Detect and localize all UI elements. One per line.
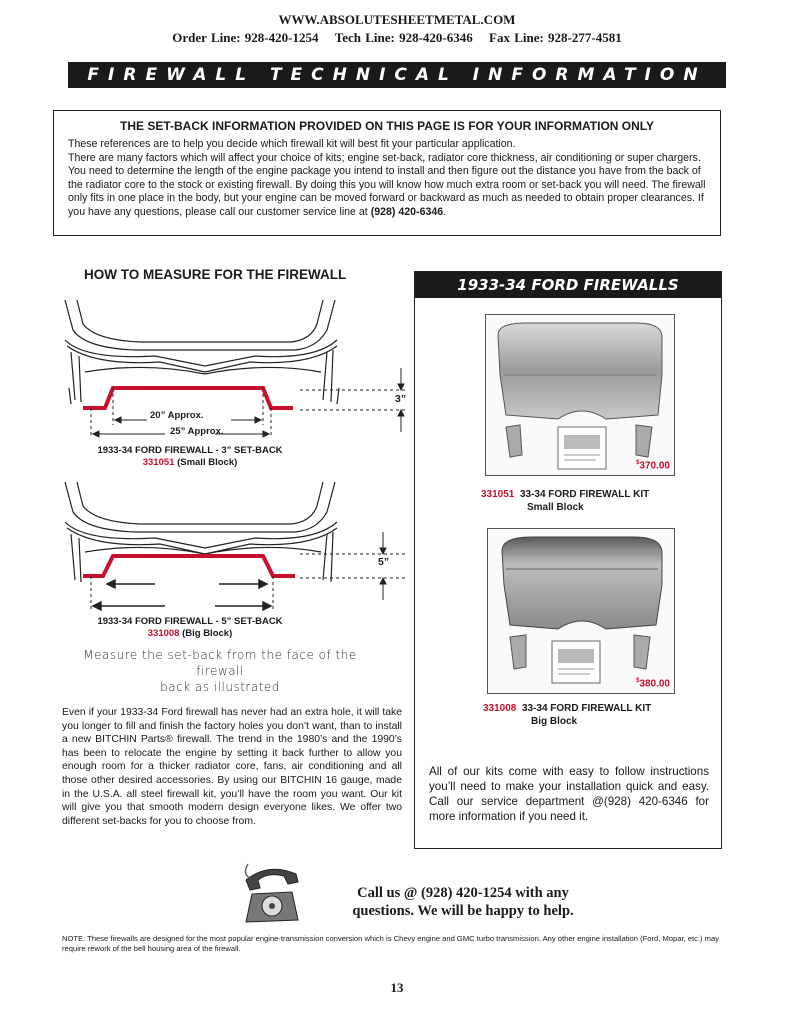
info-end: .: [443, 205, 447, 218]
diagram1-part-desc: (Small Block): [177, 457, 238, 468]
kit-price-big-block: [636, 678, 670, 689]
measure-note: [60, 647, 380, 695]
call-line1: Call us @ (928) 420-1254 with any: [357, 885, 569, 901]
diagram2-caption: [70, 616, 310, 640]
diagram1-part: [70, 457, 310, 469]
diagram2-caption-title: 1933-34 FORD FIREWALL - 5” SET-BACK: [97, 616, 283, 627]
firewall-kit-image: [486, 315, 674, 475]
info-text: [68, 138, 706, 219]
diagram2-part-number: 331008: [147, 628, 180, 639]
inner-dimension-label: 20” Approx.: [150, 410, 204, 421]
kit-label-small-block: [481, 488, 681, 514]
measure-note-line2: back as illustrated: [160, 680, 280, 694]
diagram2-part: [70, 628, 310, 640]
firewall-diagram-5in: [55, 482, 415, 614]
outer-dimension-label: 25” Approx.: [170, 426, 224, 437]
kits-note: All of our kits come with easy to follow instructions you’ll need to make your installation quick and easy. Call our service department @(928) 420-6346 for more information if you need it.: [429, 765, 709, 823]
body-paragraph: Even if your 1933-34 Ford firewall has never had an extra hole, it will take you longer to fill and finish the factory holes you don’t want, than to install a new BITCHIN Parts® firewall. The trend in the 1980’s and the 1990’s has been to relocate the engine by setting it back further to allow you enough room for a thicker radiator core, fans, air conditioning and all those other desired accessories. By using our BITCHIN 16 gauge, made in the U.S.A. all steel firewall kit, you’ll have the room you want. Our kit will give you that smooth modern design everyone likes. We offer two different set-backs for you to choose from.: [62, 707, 402, 827]
tech-line: Tech Line: 928-420-6346: [334, 30, 473, 45]
kit-part-1: 331051: [481, 489, 515, 500]
firewall-diagram-3in: [55, 300, 415, 440]
kit-label-big-block: [483, 702, 683, 728]
diagram2-part-desc: (Big Block): [182, 628, 233, 639]
order-line: Order Line: 928-420-1254: [172, 30, 319, 45]
kit-sub-1: Small Block: [527, 502, 584, 513]
price-currency-2: $: [636, 677, 640, 684]
diagram1-caption: [70, 445, 310, 469]
website-url: WWW.ABSOLUTESHEETMETAL.COM: [278, 12, 516, 27]
firewall-kit-image: [488, 529, 674, 693]
price-value-2: 380.00: [639, 678, 670, 689]
setback-3in-label: 3”: [395, 393, 407, 405]
kit-part-2: 331008: [483, 703, 517, 714]
kit-sub-2: Big Block: [531, 716, 578, 727]
footnote: NOTE: These firewalls are designed for the most popular engine-transmission conversion which is Chevy engine and GMC turbo transmission. Any other engine installation (Ford, Mopar, etc.) may require rework of the bell housing area of the firewall.: [62, 934, 720, 953]
diagram1-caption-title: 1933-34 FORD FIREWALL - 3” SET-BACK: [97, 445, 283, 456]
kit-price-small-block: [636, 460, 670, 471]
page-number: 13: [390, 980, 404, 995]
diagram1-part-number: 331051: [142, 457, 175, 468]
red-firewall-line-5in: [83, 556, 295, 576]
page-title: FIREWALL TECHNICAL INFORMATION: [68, 62, 726, 88]
setback-5in-label: 5”: [378, 556, 390, 568]
kit-photo-small-block: [485, 314, 675, 476]
red-firewall-line-3in: [83, 388, 293, 408]
info-phone: (928) 420-6346: [370, 205, 444, 218]
measure-note-line1: Measure the set-back from the face of the firewall: [83, 648, 357, 678]
price-currency-1: $: [636, 459, 640, 466]
kit-photo-big-block: [487, 528, 675, 694]
kits-title: 1933-34 FORD FIREWALLS: [415, 272, 721, 298]
call-us-text: [318, 884, 608, 920]
call-line2: questions. We will be happy to help.: [352, 903, 574, 919]
telephone-icon: [238, 858, 308, 928]
kits-box: [414, 271, 722, 849]
contact-lines: [0, 30, 794, 46]
fax-line: Fax Line: 928-277-4581: [489, 30, 622, 45]
price-value-1: 370.00: [639, 460, 670, 471]
info-line1: These references are to help you decide which firewall kit will best fit your particular application.: [68, 138, 516, 150]
measure-heading: HOW TO MEASURE FOR THE FIREWALL: [84, 267, 347, 282]
info-heading: THE SET-BACK INFORMATION PROVIDED ON THIS PAGE IS FOR YOUR INFORMATION ONLY: [119, 119, 655, 133]
kit-name-2: 33-34 FORD FIREWALL KIT: [521, 703, 652, 714]
info-paragraph: There are many factors which will affect your choice of kits; engine set-back, radiator core thickness, air conditioning or super chargers. You need to determine the length of the engine package you intend to install and then figure out the distance you have from the back of the radiator core to the stock or existing firewall. By doing this you will know how much extra room or set-back you will need. The firewall only fits in one place in the body, but your engine can be moved forward or backward as much as needed to obtain proper clearances. If you have any questions, please call our customer service line at: [68, 151, 706, 218]
kit-name-1: 33-34 FORD FIREWALL KIT: [519, 489, 650, 500]
info-box: [53, 110, 721, 236]
